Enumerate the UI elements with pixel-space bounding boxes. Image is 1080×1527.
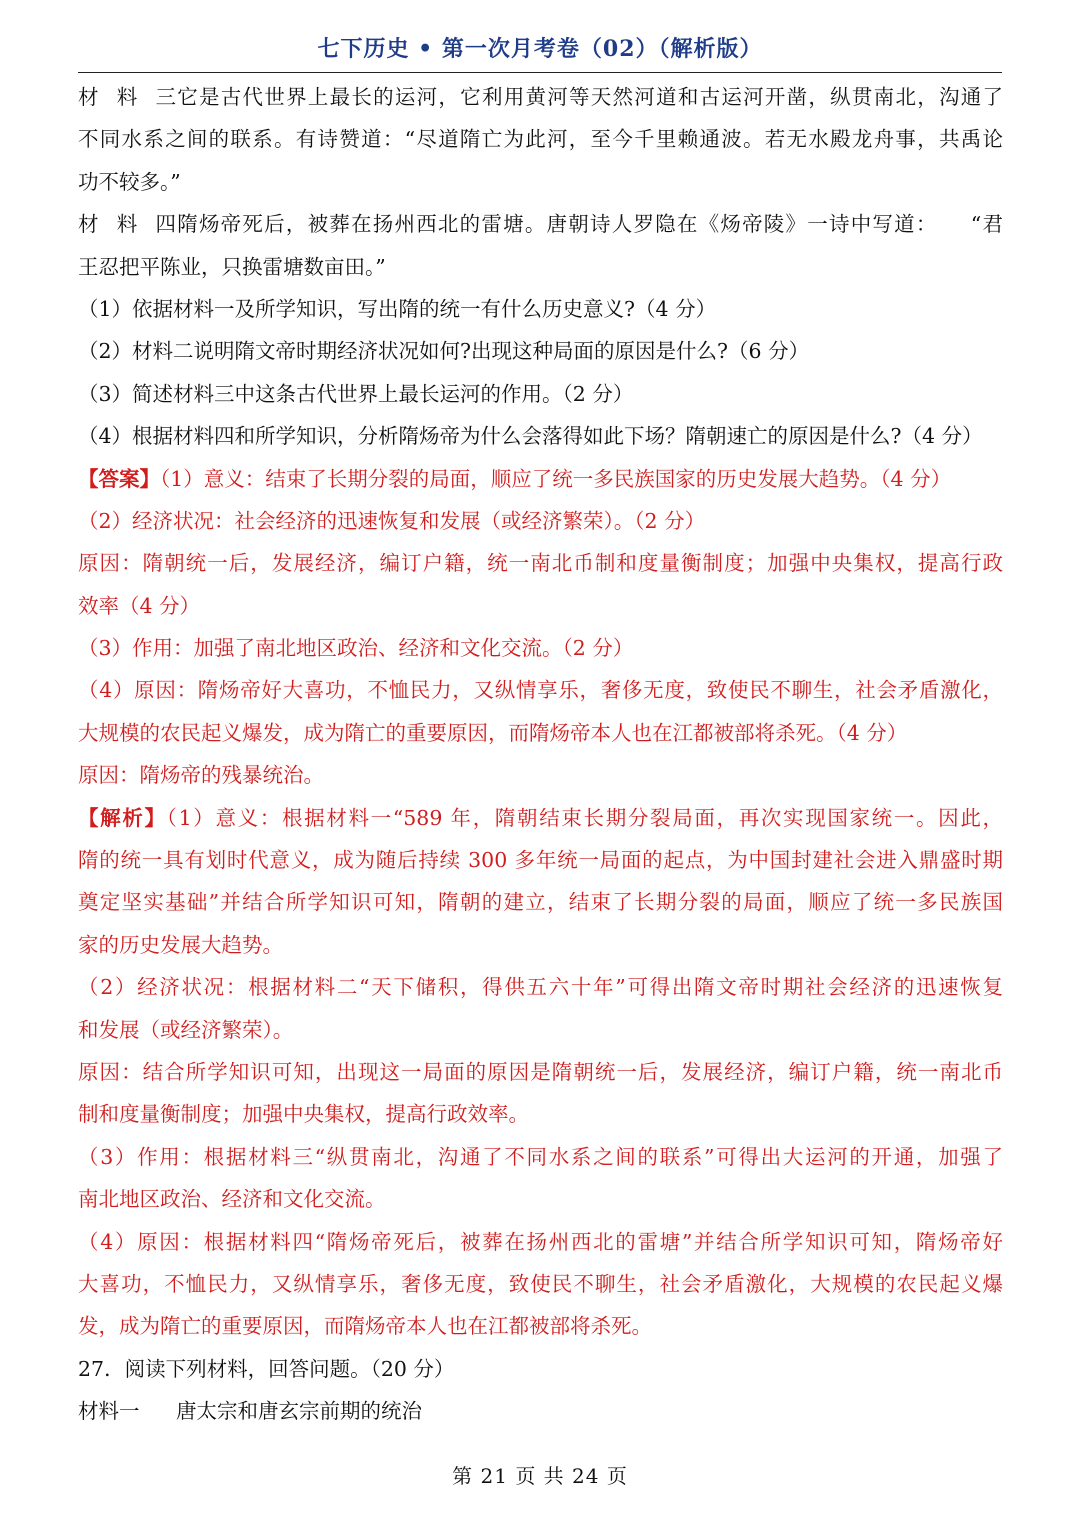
question-2: （2）材料二说明隋文帝时期经济状况如何?出现这种局面的原因是什么?（6 分） [78,339,810,364]
analysis-line-4: 家的历史发展大趋势。 [78,932,283,957]
analysis-line-10: 南北地区政治、经济和文化交流。 [78,1187,386,1212]
question-1: （1）依据材料一及所学知识，写出隋的统一有什么历史意义?（4 分） [78,296,717,321]
answer-line-8: 原因：隋炀帝的残暴统治。 [78,763,324,788]
analysis-line-13: 发，成为隋亡的重要原因，而隋炀帝本人也在江都被部将杀死。 [78,1314,652,1339]
answer-line-2: （2）经济状况：社会经济的迅速恢复和发展（或经济繁荣）。（2 分） [78,508,706,533]
analysis-line-3: 奠定坚实基础”并结合所学知识可知，隋朝的建立，结束了长期分裂的局面，顺应了统一多民族国 [78,890,1003,915]
answer-line-7: 大规模的农民起义爆发，成为隋亡的重要原因，而隋炀帝本人也在江都被部将杀死。（4 分） [78,720,908,745]
analysis-line-9: （3）作用：根据材料三“纵贯南北，沟通了不同水系之间的联系”可得出大运河的开通，加强了 [78,1144,1003,1169]
answer-line-3: 原因：隋朝统一后，发展经济，编订户籍，统一南北币制和度量衡制度；加强中央集权，提高行政 [78,551,1003,576]
analysis-tag: 【解析】 [78,805,167,830]
answer-line-5: （3）作用：加强了南北地区政治、经济和文化交流。（2 分） [78,636,634,661]
analysis-line-6: 和发展（或经济繁荣）。 [78,1017,294,1042]
answer-line-4: 效率（4 分） [78,593,201,618]
material3-line-1: 材料三它是古代世界上最长的运河，它利用黄河等天然河道和古运河开凿，纵贯南北，沟通了 [78,76,1003,118]
analysis-line-5: （2）经济状况：根据材料二“天下储积，得供五六十年”可得出隋文帝时期社会经济的迅速恢复 [78,975,1003,1000]
page-footer: 第 21 页 共 24 页 [452,1464,628,1488]
analysis-line-1: 【解析】（1）意义：根据材料一“589 年，隋朝结束长期分裂局面，再次实现国家统一。因此， [78,805,1003,830]
page-content [78,76,1003,1433]
analysis-line-7: 原因：结合所学知识可知，出现这一局面的原因是隋朝统一后，发展经济，编订户籍，统一南北币 [78,1059,1003,1084]
analysis-line-2: 隋的统一具有划时代意义，成为随后持续 300 多年统一局面的起点，为中国封建社会进入鼎盛时期 [78,848,1003,873]
q27-material1-label: 材料一 [78,1399,140,1424]
analysis-line-8: 制和度量衡制度；加强中央集权，提高行政效率。 [78,1102,529,1127]
material3-line-2: 不同水系之间的联系。有诗赞道：“尽道隋亡为此河，至今千里赖通波。若无水殿龙舟事，共禹论 [78,127,1003,152]
analysis-line-12: 大喜功，不恤民力，又纵情享乐，奢侈无度，致使民不聊生，社会矛盾激化，大规模的农民起义爆 [78,1271,1003,1296]
answer-line-1: 【答案】（1）意义：结束了长期分裂的局面，顺应了统一多民族国家的历史发展大趋势。（4 分） [78,466,952,491]
answer-line-6: （4）原因：隋炀帝好大喜功，不恤民力，又纵情享乐，奢侈无度，致使民不聊生，社会矛盾激化， [78,678,1003,703]
material3-line-3: 功不较多。” [78,169,181,194]
question-4: （4）根据材料四和所学知识，分析隋炀帝为什么会落得如此下场？隋朝速亡的原因是什么?（4 分） [78,424,983,449]
question-27-title: 27．阅读下列材料，回答问题。（20 分） [78,1356,455,1381]
material3-label: 材料三 [78,85,176,109]
answer-tag: 【答案】 [78,466,160,491]
material4-line-2: 王忍把平陈业，只换雷塘数亩田。” [78,254,386,279]
document-title: 七下历史 • 第一次月考卷（02）（解析版） [317,36,763,62]
material4-line-1: 材料四隋炀帝死后，被葬在扬州西北的雷塘。唐朝诗人罗隐在《炀帝陵》一诗中写道： “君 [78,203,1003,245]
q27-material1: 材料一 唐太宗和唐玄宗前期的统治 [78,1390,1003,1432]
question-3: （3）简述材料三中这条古代世界上最长运河的作用。（2 分） [78,381,634,406]
analysis-line-11: （4）原因：根据材料四“隋炀帝死后，被葬在扬州西北的雷塘”并结合所学知识可知，隋炀帝好 [78,1229,1003,1254]
material4-label: 材料四 [78,212,176,237]
page-header [78,28,1002,73]
